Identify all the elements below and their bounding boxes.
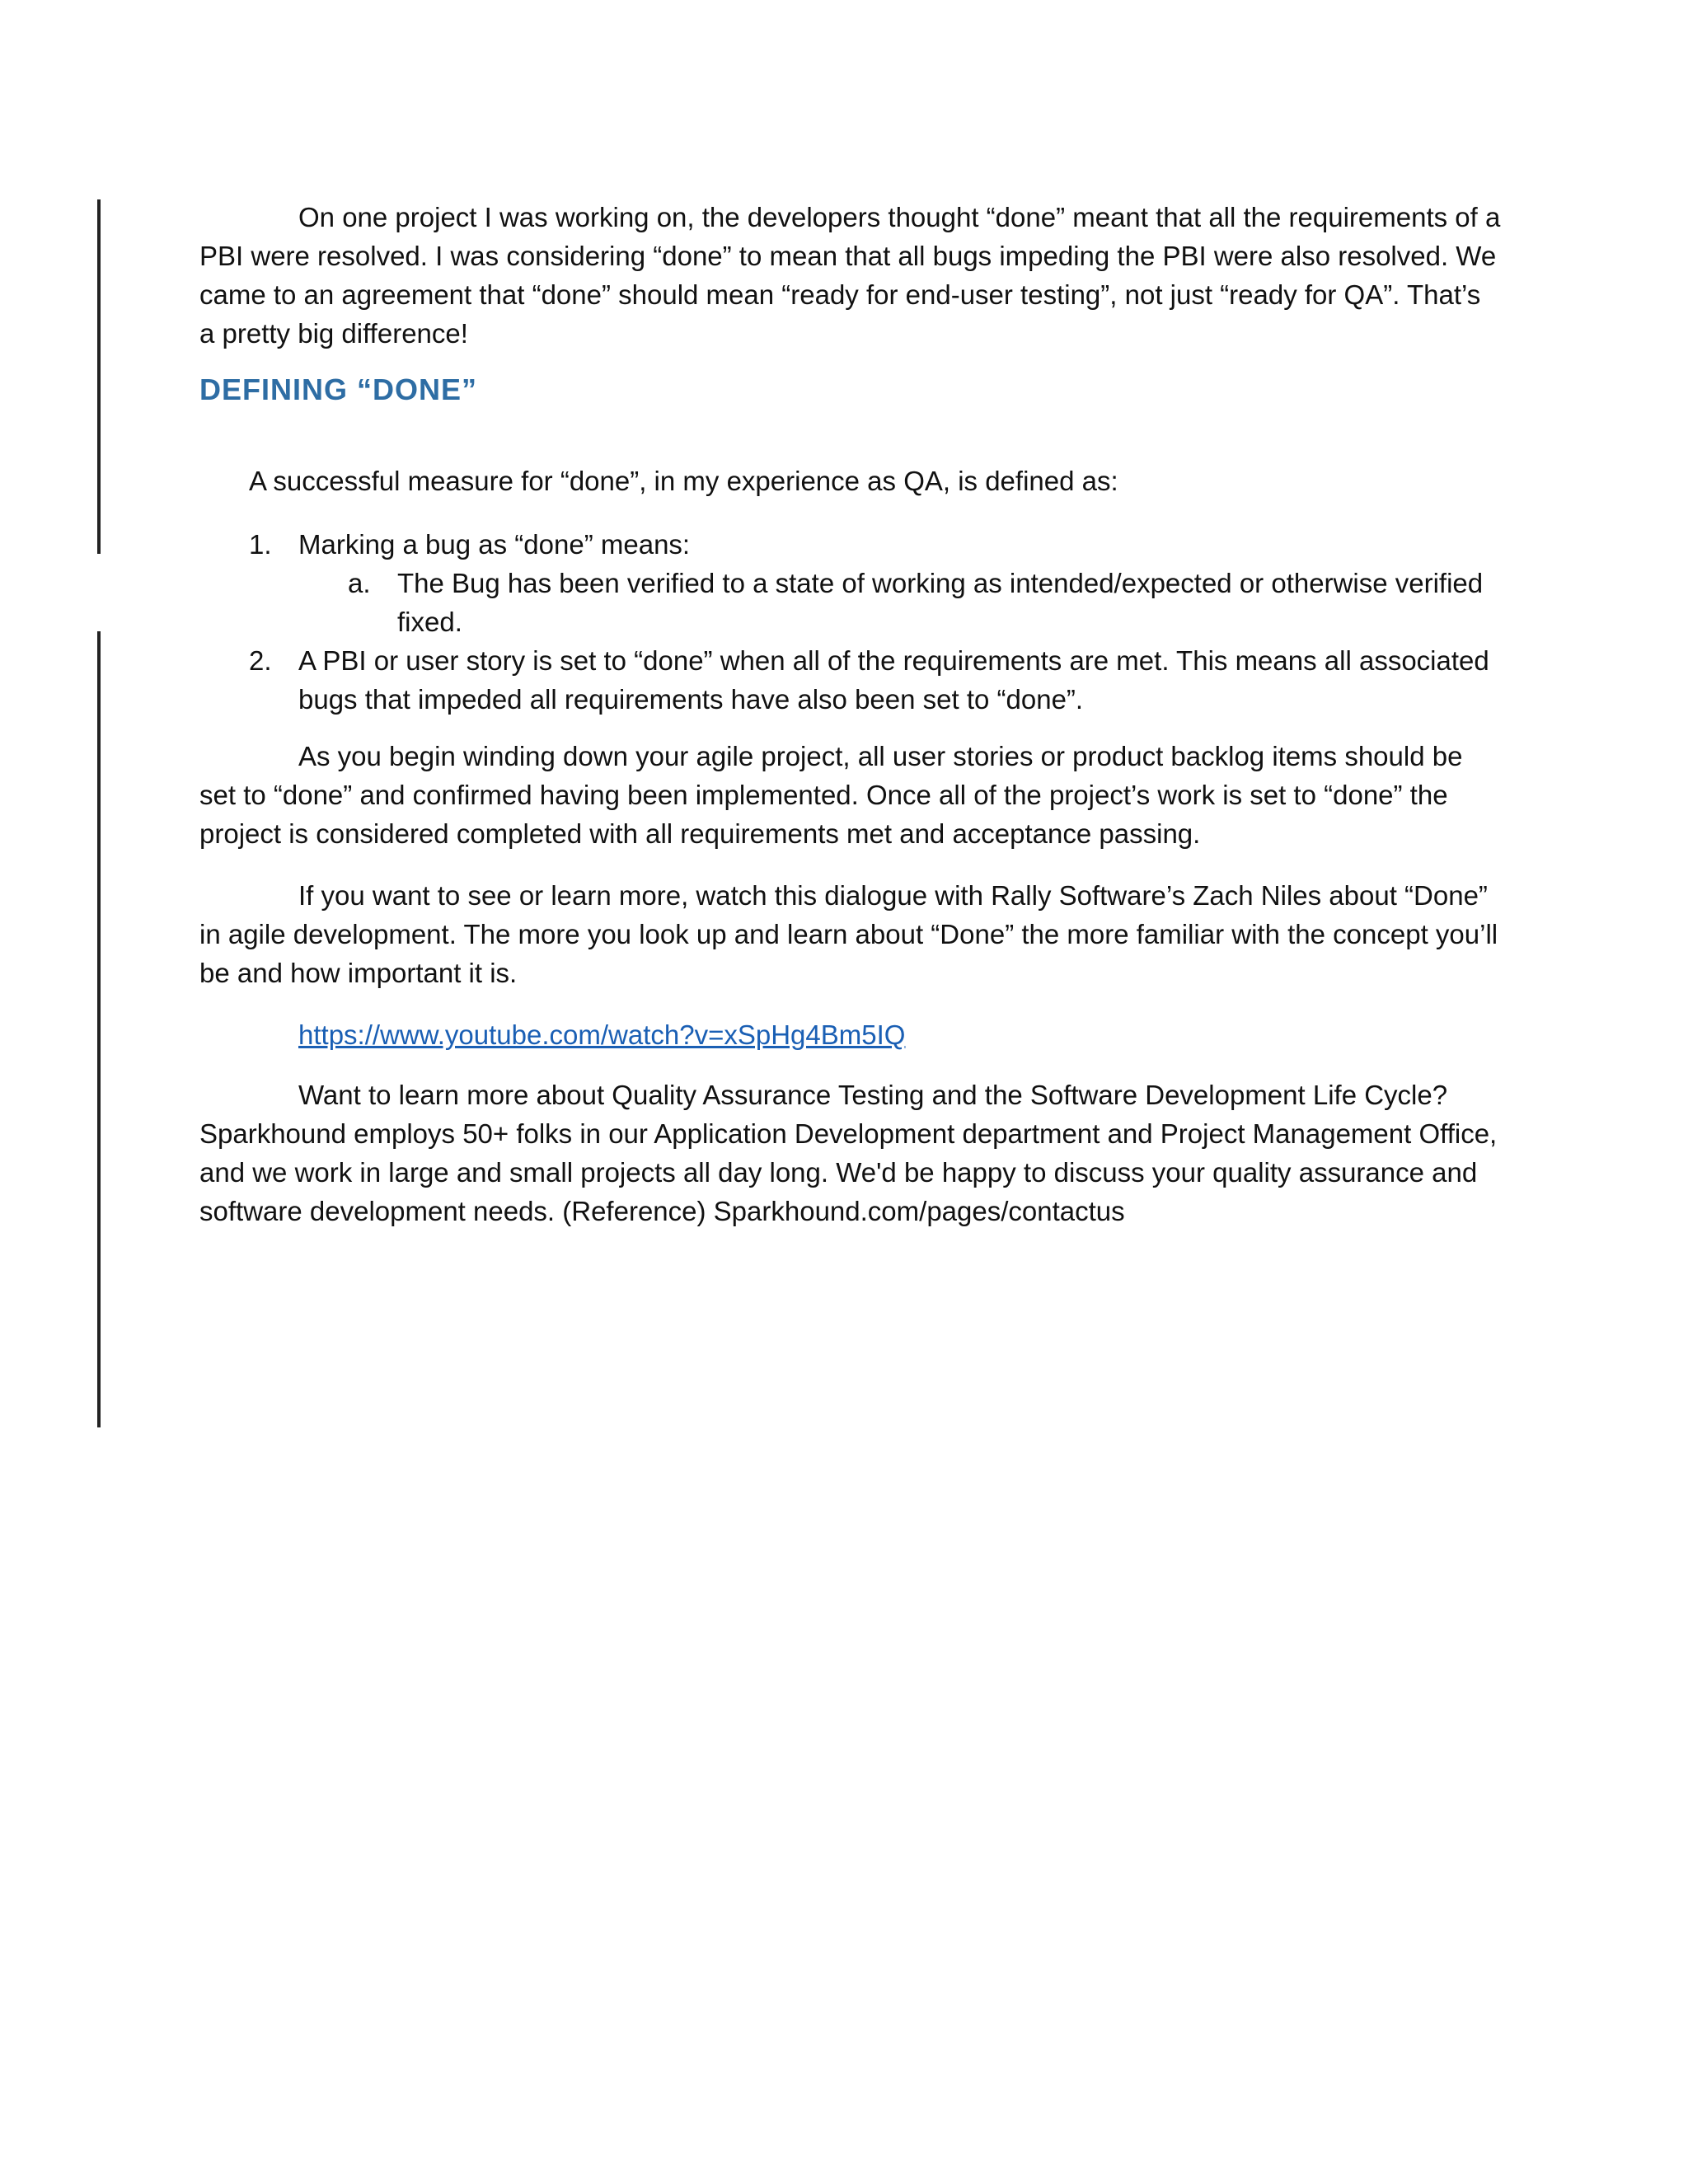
sub-list-item-text: The Bug has been verified to a state of working as intended/expected or otherwise verified fixed. <box>397 568 1484 637</box>
list-item-text: A PBI or user story is set to “done” when all of the requirements are met. This means all associated bugs that impeded all requirements have also been set to “done”. <box>298 645 1489 715</box>
document-body <box>199 198 1502 1230</box>
lead-text: A successful measure for “done”, in my experience as QA, is defined as: <box>249 466 1118 496</box>
video-link-line <box>298 1015 1502 1054</box>
list-item <box>199 525 1502 641</box>
intro-paragraph: On one project I was working on, the developers thought “done” meant that all the requirements of a PBI were resolved. I was considering “done” to mean that all bugs impeding the PBI were also resolved. We came to an agreement that “done” should mean “ready for end-user testing”, not just “ready for QA”. That’s a pretty big difference! <box>199 202 1501 349</box>
wind-down-paragraph: As you begin winding down your agile project, all user stories or product backlog items should be set to “done” and confirmed having been implemented. Once all of the project’s work is set to “done” the project is considered completed with all requirements met and acceptance passing. <box>199 741 1463 849</box>
video-link[interactable]: https://www.youtube.com/watch?v=xSpHg4Bm5IQ <box>298 1019 906 1050</box>
closing-paragraph: Want to learn more about Quality Assurance Testing and the Software Development Life Cycle? Sparkhound employs 50+ folks in our Application Development department and Project Management Office, and we work in large and small projects all day long. We'd be happy to discuss your quality assurance and software development needs. (Reference) Sparkhound.com/pages/contactus <box>199 1080 1498 1226</box>
revision-change-bar <box>97 631 101 1427</box>
learn-more-paragraph: If you want to see or learn more, watch this dialogue with Rally Software’s Zach Niles about “Done” in agile development. The more you look up and learn about “Done” the more familiar with the concept you’ll be and how important it is. <box>199 880 1498 988</box>
list-number: 1. <box>249 529 272 560</box>
section-heading: DEFINING “DONE” <box>199 373 478 406</box>
sub-list <box>298 564 1502 641</box>
list-item <box>199 641 1502 719</box>
revision-change-bar <box>97 199 101 554</box>
sub-list-item <box>298 564 1502 641</box>
list-item-text: Marking a bug as “done” means: <box>298 529 691 560</box>
done-criteria-list <box>199 525 1502 719</box>
sub-list-letter: a. <box>348 568 371 598</box>
list-number: 2. <box>249 645 272 676</box>
